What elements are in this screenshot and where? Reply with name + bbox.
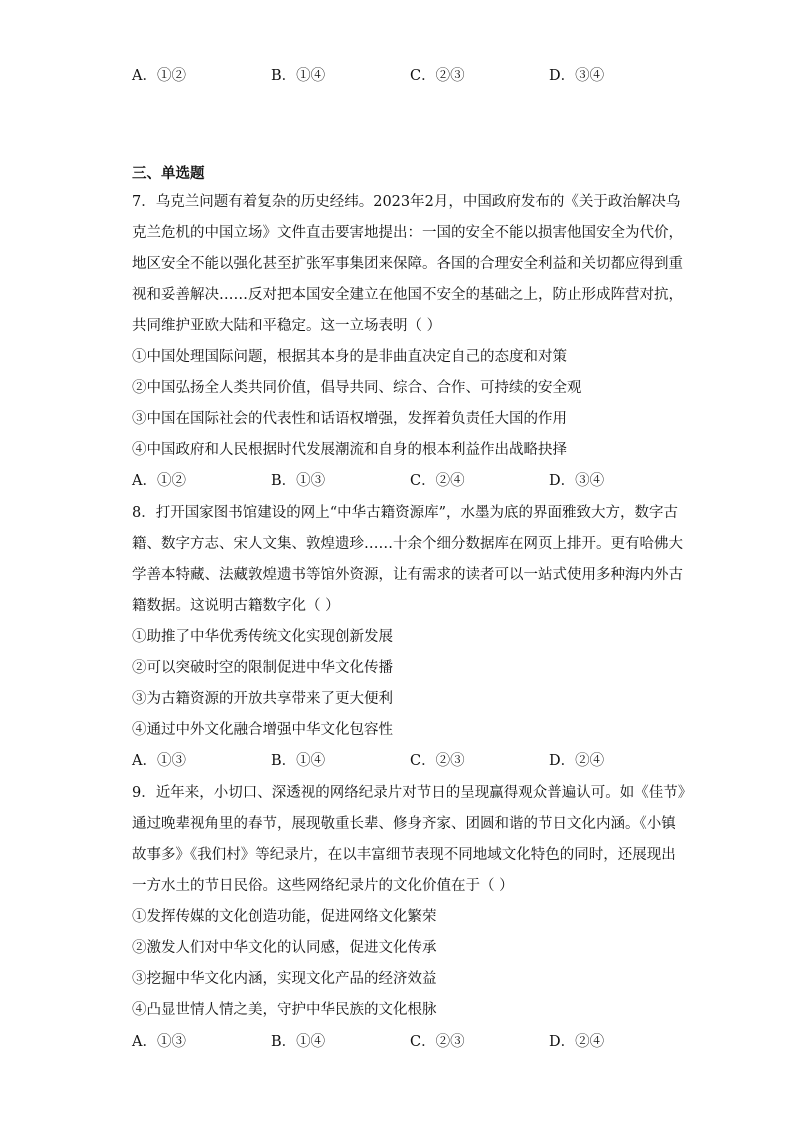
question-stem-line: 通过晚辈视角里的春节，展现敬重长辈、修身齐家、团圆和谐的节日文化内涵。《小镇 bbox=[132, 816, 676, 832]
statement-1: ①发挥传媒的文化创造功能，促进网络文化繁荣 bbox=[132, 909, 437, 925]
option-d[interactable]: D．③④ bbox=[549, 473, 605, 489]
question-stem-line: 7．乌克兰问题有着复杂的历史经纬。2023年2月，中国政府发布的《关于政治解决乌 bbox=[132, 194, 681, 210]
statement-3: ③为古籍资源的开放共享带来了更大便利 bbox=[132, 691, 393, 707]
option-b[interactable]: B．①④ bbox=[271, 1034, 326, 1050]
option-d[interactable]: D．③④ bbox=[549, 68, 605, 84]
option-b[interactable]: B．①④ bbox=[271, 753, 326, 769]
question-stem-line: 8．打开国家图书馆建设的网上“中华古籍资源库”，水墨为底的界面雅致大方，数字古 bbox=[132, 505, 679, 521]
section-title: 三、单选题 bbox=[132, 165, 205, 182]
option-d[interactable]: D．②④ bbox=[549, 753, 605, 769]
option-b[interactable]: B．①④ bbox=[271, 68, 326, 84]
question-stem-line: 学善本特藏、法藏敦煌遗书等馆外资源，让有需求的读者可以一站式使用多种海内外古 bbox=[132, 567, 683, 583]
statement-3: ③中国在国际社会的代表性和话语权增强，发挥着负责任大国的作用 bbox=[132, 411, 567, 427]
statement-1: ①助推了中华优秀传统文化实现创新发展 bbox=[132, 629, 393, 645]
statement-3: ③挖掘中华文化内涵，实现文化产品的经济效益 bbox=[132, 971, 437, 987]
option-a[interactable]: A．①② bbox=[132, 473, 186, 489]
question-stem-line: 克兰危机的中国立场》文件直击要害地提出：一国的安全不能以损害他国安全为代价， bbox=[132, 225, 683, 241]
question-stem-line: 故事多》《我们村》等纪录片，在以丰富细节表现不同地域文化特色的同时，还展现出 bbox=[132, 847, 676, 863]
option-c[interactable]: C．②④ bbox=[410, 473, 465, 489]
statement-4: ④中国政府和人民根据时代发展潮流和自身的根本利益作出战略抉择 bbox=[132, 442, 567, 458]
statement-4: ④凸显世情人情之美，守护中华民族的文化根脉 bbox=[132, 1002, 437, 1018]
statement-1: ①中国处理国际问题，根据其本身的是非曲直决定自己的态度和对策 bbox=[132, 349, 567, 365]
option-a[interactable]: A．①③ bbox=[132, 753, 186, 769]
statement-4: ④通过中外文化融合增强中华文化包容性 bbox=[132, 722, 393, 738]
question-stem-line: 视和妥善解决……反对把本国安全建立在他国不安全的基础之上，防止形成阵营对抗， bbox=[132, 287, 683, 303]
answer-options-row bbox=[132, 66, 652, 86]
question-stem-line: 9．近年来，小切口、深透视的网络纪录片对节日的呈现赢得观众普遍认可。如《佳节》 bbox=[132, 785, 693, 801]
question-stem-line: 一方水土的节日民俗。这些网络纪录片的文化价值在于（ ） bbox=[132, 878, 514, 894]
option-a[interactable]: A．①② bbox=[132, 68, 186, 84]
answer-options-row bbox=[132, 751, 652, 771]
option-c[interactable]: C．②③ bbox=[410, 753, 465, 769]
question-stem-line: 籍数据。这说明古籍数字化（ ） bbox=[132, 598, 340, 614]
statement-2: ②可以突破时空的限制促进中华文化传播 bbox=[132, 660, 393, 676]
option-c[interactable]: C．②③ bbox=[410, 68, 465, 84]
answer-options-row bbox=[132, 471, 652, 491]
option-a[interactable]: A．①③ bbox=[132, 1034, 186, 1050]
question-stem-line: 籍、数字方志、宋人文集、敦煌遗珍……十余个细分数据库在网页上排开。更有哈佛大 bbox=[132, 536, 683, 552]
statement-2: ②激发人们对中华文化的认同感，促进文化传承 bbox=[132, 940, 437, 956]
question-stem-line: 地区安全不能以强化甚至扩张军事集团来保障。各国的合理安全利益和关切都应得到重 bbox=[132, 256, 683, 272]
option-c[interactable]: C．②③ bbox=[410, 1034, 465, 1050]
option-d[interactable]: D．②④ bbox=[549, 1034, 605, 1050]
answer-options-row bbox=[132, 1032, 652, 1052]
statement-2: ②中国弘扬全人类共同价值，倡导共同、综合、合作、可持续的安全观 bbox=[132, 380, 582, 396]
question-stem-line: 共同维护亚欧大陆和平稳定。这一立场表明（ ） bbox=[132, 318, 442, 334]
option-b[interactable]: B．①③ bbox=[271, 473, 326, 489]
